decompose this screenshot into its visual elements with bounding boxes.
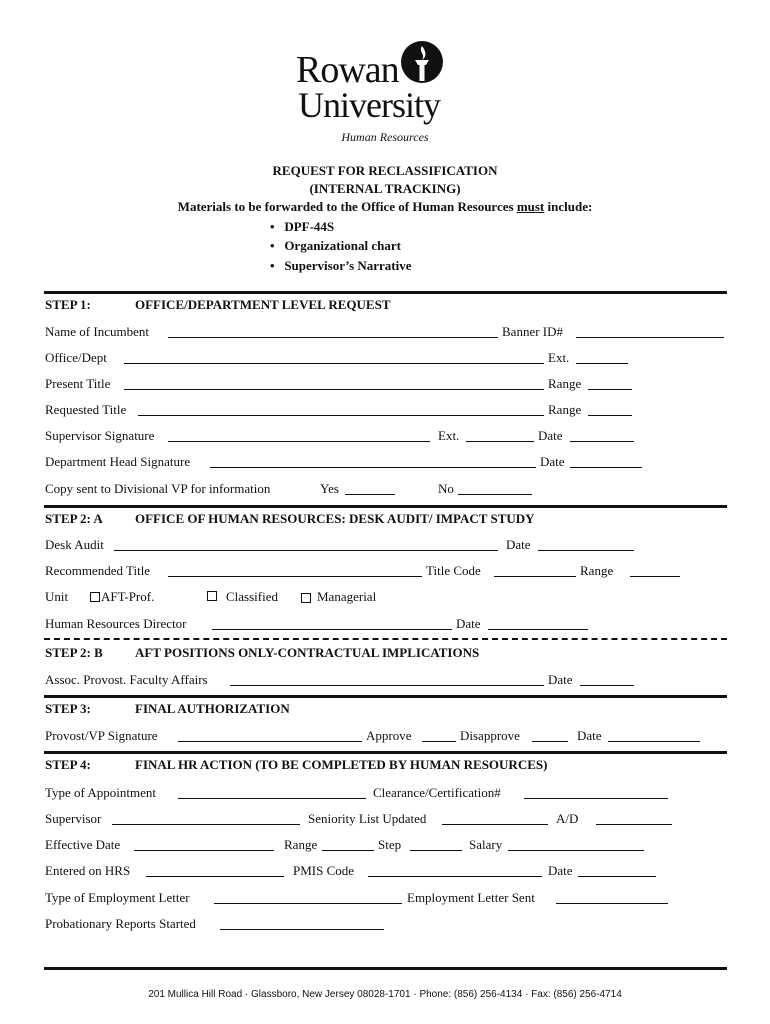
requested-title-label: Requested Title — [45, 402, 127, 417]
assoc-provost-date-field[interactable] — [580, 685, 634, 686]
type-of-appointment-label: Type of Appointment — [45, 785, 157, 800]
step2b-title: AFT POSITIONS ONLY-CONTRACTUAL IMPLICATIONS — [135, 645, 480, 660]
hr-director-date-label: Date — [456, 616, 481, 631]
desk-audit-date-label: Date — [506, 537, 531, 552]
effective-range-label: Range — [284, 837, 318, 852]
hr-director-field[interactable] — [212, 629, 452, 630]
aft-prof-label: AFT-Prof. — [101, 589, 155, 604]
yes-label: Yes — [320, 481, 339, 496]
section-divider — [44, 751, 727, 754]
step3-number: STEP 3: — [45, 701, 91, 716]
entered-on-hrs-label: Entered on HRS — [45, 863, 131, 878]
materials-instruction — [0, 199, 770, 215]
seniority-label: Seniority List Updated — [308, 811, 427, 826]
department-name: Human Resources — [341, 130, 429, 144]
managerial-checkbox[interactable] — [301, 593, 311, 603]
supervisor-field[interactable] — [112, 824, 300, 825]
materials-item: • DPF-44S — [270, 219, 335, 234]
clearance-label: Clearance/Certification# — [373, 785, 501, 800]
provost-signature-field[interactable] — [178, 741, 362, 742]
probationary-field[interactable] — [220, 929, 384, 930]
employment-letter-type-field[interactable] — [214, 903, 402, 904]
classified-checkbox[interactable] — [207, 591, 217, 601]
present-range-label: Range — [548, 376, 582, 391]
type-of-appointment-field[interactable] — [178, 798, 366, 799]
dept-head-signature-field[interactable] — [210, 467, 536, 468]
office-dept-field[interactable] — [124, 363, 544, 364]
desk-audit-field[interactable] — [114, 550, 498, 551]
salary-label: Salary — [469, 837, 503, 852]
banner-id-field[interactable] — [576, 337, 724, 338]
step3-title: FINAL AUTHORIZATION — [135, 701, 290, 716]
banner-id-label: Banner ID# — [502, 324, 564, 339]
recommended-range-label: Range — [580, 563, 614, 578]
requested-range-field[interactable] — [588, 415, 632, 416]
assoc-provost-date-label: Date — [548, 672, 573, 687]
copy-sent-label: Copy sent to Divisional VP for information — [45, 481, 271, 496]
section-divider — [44, 695, 727, 698]
supervisor-signature-label: Supervisor Signature — [45, 428, 155, 443]
supervisor-ext-label: Ext. — [438, 428, 460, 443]
desk-audit-label: Desk Audit — [45, 537, 104, 552]
office-dept-label: Office/Dept — [45, 350, 107, 365]
title-code-label: Title Code — [426, 563, 481, 578]
footer-divider — [44, 967, 727, 970]
step1-title: OFFICE/DEPARTMENT LEVEL REQUEST — [135, 297, 391, 312]
materials-must: must — [516, 199, 545, 214]
effective-date-field[interactable] — [134, 850, 274, 851]
step2b-number: STEP 2: B — [45, 645, 103, 660]
supervisor-date-label: Date — [538, 428, 563, 443]
pmis-code-field[interactable] — [368, 876, 542, 877]
torch-icon — [400, 40, 444, 84]
assoc-provost-field[interactable] — [230, 685, 544, 686]
step4-number: STEP 4: — [45, 757, 91, 772]
provost-signature-label: Provost/VP Signature — [45, 728, 158, 743]
supervisor-signature-field[interactable] — [168, 441, 430, 442]
dept-head-date-label: Date — [540, 454, 565, 469]
entered-date-label: Date — [548, 863, 573, 878]
ad-label: A/D — [556, 811, 579, 826]
effective-range-field[interactable] — [322, 850, 374, 851]
section-divider — [44, 505, 727, 508]
recommended-title-label: Recommended Title — [45, 563, 151, 578]
disapprove-label: Disapprove — [460, 728, 520, 743]
form-subtitle: (INTERNAL TRACKING) — [309, 181, 461, 196]
entered-on-hrs-field[interactable] — [146, 876, 284, 877]
seniority-field[interactable] — [442, 824, 548, 825]
step2a-number: STEP 2: A — [45, 511, 103, 526]
dept-head-date-field[interactable] — [570, 467, 642, 468]
effective-date-label: Effective Date — [45, 837, 121, 852]
step1-number: STEP 1: — [45, 297, 91, 312]
materials-item: • Organizational chart — [270, 238, 401, 253]
logo-wordmark-university: University — [298, 85, 440, 125]
present-title-label: Present Title — [45, 376, 111, 391]
step-field[interactable] — [410, 850, 462, 851]
clearance-field[interactable] — [524, 798, 668, 799]
rowan-logo — [296, 40, 476, 128]
employment-letter-sent-field[interactable] — [556, 903, 668, 904]
ext-field[interactable] — [576, 363, 628, 364]
requested-range-label: Range — [548, 402, 582, 417]
form-title: REQUEST FOR RECLASSIFICATION — [272, 163, 498, 178]
present-title-field[interactable] — [124, 389, 544, 390]
name-of-incumbent-label: Name of Incumbent — [45, 324, 149, 339]
recommended-title-field[interactable] — [168, 576, 422, 577]
no-field[interactable] — [458, 494, 532, 495]
pmis-code-label: PMIS Code — [293, 863, 355, 878]
requested-title-field[interactable] — [138, 415, 544, 416]
dept-head-signature-label: Department Head Signature — [45, 454, 191, 469]
assoc-provost-label: Assoc. Provost. Faculty Affairs — [45, 672, 208, 687]
approve-label: Approve — [366, 728, 412, 743]
section-divider — [44, 291, 727, 294]
probationary-label: Probationary Reports Started — [45, 916, 196, 931]
desk-audit-date-field[interactable] — [538, 550, 634, 551]
logo-wordmark-rowan: Rowan — [296, 49, 399, 91]
aft-prof-checkbox[interactable] — [90, 592, 100, 602]
materials-text: Materials to be forwarded to the Office of Human Resources — [177, 199, 517, 214]
approve-field[interactable] — [422, 741, 456, 742]
employment-letter-type-label: Type of Employment Letter — [45, 890, 190, 905]
footer-address: 201 Mullica Hill Road · Glassboro, New Jersey 08028-1701 · Phone: (856) 256-4134 · Fax: (856) 256-4714 — [148, 989, 622, 1000]
name-of-incumbent-field[interactable] — [168, 337, 498, 338]
recommended-range-field[interactable] — [630, 576, 680, 577]
supervisor-ext-field[interactable] — [466, 441, 534, 442]
supervisor-date-field[interactable] — [570, 441, 634, 442]
hr-director-label: Human Resources Director — [45, 616, 187, 631]
no-label: No — [438, 481, 454, 496]
ext-label: Ext. — [548, 350, 570, 365]
provost-date-label: Date — [577, 728, 602, 743]
provost-date-field[interactable] — [608, 741, 700, 742]
step-label: Step — [378, 837, 402, 852]
ad-field[interactable] — [596, 824, 672, 825]
supervisor-label: Supervisor — [45, 811, 102, 826]
managerial-label: Managerial — [317, 589, 377, 604]
yes-field[interactable] — [345, 494, 395, 495]
materials-include: include: — [544, 199, 593, 214]
hr-director-date-field[interactable] — [488, 629, 588, 630]
title-code-field[interactable] — [494, 576, 576, 577]
present-range-field[interactable] — [588, 389, 632, 390]
entered-date-field[interactable] — [578, 876, 656, 877]
step2a-title: OFFICE OF HUMAN RESOURCES: DESK AUDIT/ IMPACT STUDY — [135, 511, 535, 526]
step4-title: FINAL HR ACTION (TO BE COMPLETED BY HUMAN RESOURCES) — [135, 757, 548, 772]
unit-label: Unit — [45, 589, 69, 604]
employment-letter-sent-label: Employment Letter Sent — [407, 890, 535, 905]
materials-item: • Supervisor’s Narrative — [270, 258, 412, 273]
dashed-divider — [44, 638, 727, 640]
disapprove-field[interactable] — [532, 741, 568, 742]
classified-label: Classified — [226, 589, 278, 604]
salary-field[interactable] — [508, 850, 644, 851]
